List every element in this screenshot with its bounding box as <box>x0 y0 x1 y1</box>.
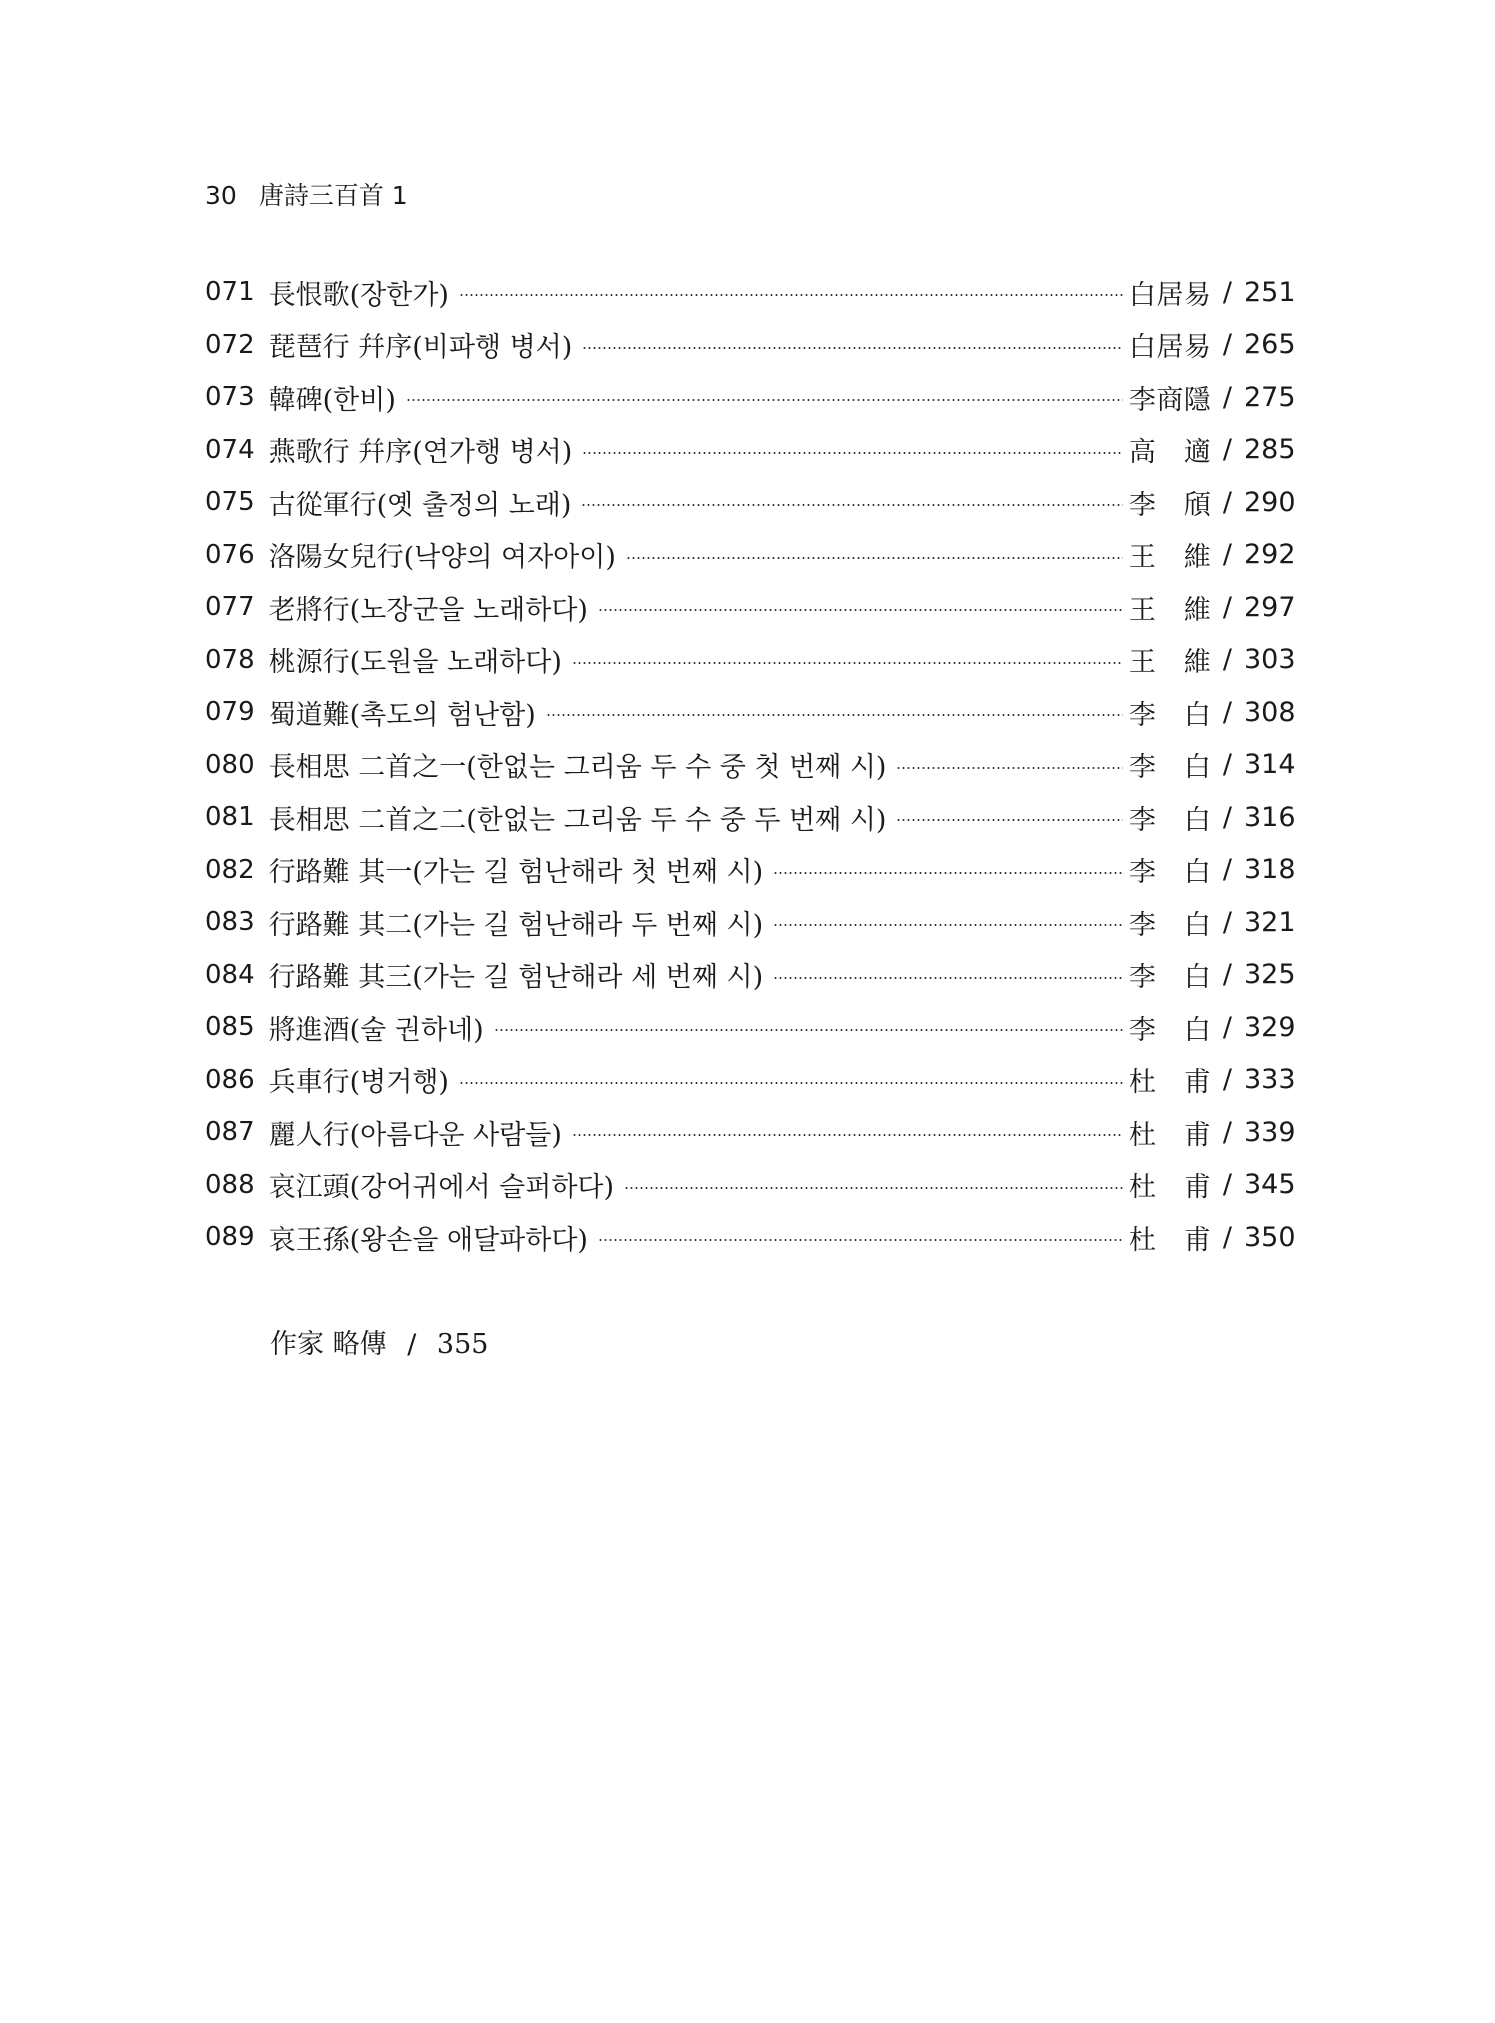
author-biographies-entry[interactable] <box>270 1322 488 1361</box>
entry-number: 079 <box>205 697 255 728</box>
entry-page: 285 <box>1244 434 1296 466</box>
entry-title: 長相思 二首之一(한없는 그리움 두 수 중 첫 번째 시) <box>268 752 887 784</box>
separator: / <box>1222 329 1232 361</box>
dot-leader <box>773 922 1123 928</box>
entry-title: 桃源行(도원을 노래하다) <box>268 647 562 679</box>
entry-author: 李 頎 <box>1128 489 1211 521</box>
entry-author: 李商隱 <box>1128 384 1211 416</box>
entry-number: 077 <box>205 592 255 623</box>
entry-page: 325 <box>1244 959 1296 991</box>
footer-page: 355 <box>436 1329 489 1360</box>
separator: / <box>1222 644 1232 676</box>
separator: / <box>1222 801 1232 833</box>
entry-author: 白居易 <box>1128 332 1211 364</box>
footer-label: 作家 略傳 <box>270 1329 387 1360</box>
entry-title: 行路難 其二(가는 길 험난해라 두 번째 시) <box>268 909 764 941</box>
entry-number: 083 <box>205 907 255 938</box>
dot-leader <box>598 607 1123 613</box>
entry-author: 李 白 <box>1128 804 1211 836</box>
toc-entry[interactable] <box>205 266 1296 319</box>
toc-entry[interactable] <box>205 844 1296 897</box>
entry-title: 哀王孫(왕손을 애달파하다) <box>268 1224 588 1256</box>
dot-leader <box>773 975 1123 981</box>
separator: / <box>1222 486 1232 518</box>
separator: / <box>1222 1221 1232 1253</box>
toc-entry[interactable] <box>205 1106 1296 1159</box>
dot-leader <box>626 555 1123 561</box>
entry-page: 339 <box>1244 1116 1296 1148</box>
dot-leader <box>624 1185 1123 1191</box>
entry-page: 308 <box>1244 696 1296 728</box>
entry-author: 白居易 <box>1128 279 1211 311</box>
table-of-contents <box>205 266 1296 1264</box>
toc-entry[interactable] <box>205 686 1296 739</box>
dot-leader <box>773 870 1123 876</box>
toc-entry[interactable] <box>205 739 1296 792</box>
separator: / <box>1222 1116 1232 1148</box>
toc-entry[interactable] <box>205 1054 1296 1107</box>
entry-page: 314 <box>1244 749 1296 781</box>
separator: / <box>1222 1064 1232 1096</box>
entry-number: 084 <box>205 959 255 990</box>
entry-title: 哀江頭(강어귀에서 슬퍼하다) <box>268 1172 615 1204</box>
dot-leader <box>582 345 1123 351</box>
entry-author: 李 白 <box>1128 909 1211 941</box>
dot-leader <box>546 712 1123 718</box>
entry-page: 292 <box>1244 539 1296 571</box>
entry-page: 329 <box>1244 1011 1296 1043</box>
separator: / <box>1222 381 1232 413</box>
entry-title: 琵琶行 幷序(비파행 병서) <box>268 332 573 364</box>
toc-entry[interactable] <box>205 896 1296 949</box>
entry-number: 089 <box>205 1222 255 1253</box>
entry-author: 李 白 <box>1128 1014 1211 1046</box>
entry-number: 088 <box>205 1169 255 1200</box>
entry-title: 蜀道難(촉도의 험난함) <box>268 699 536 731</box>
entry-number: 087 <box>205 1117 255 1148</box>
entry-page: 290 <box>1244 486 1296 518</box>
entry-number: 086 <box>205 1064 255 1095</box>
entry-number: 071 <box>205 277 255 308</box>
dot-leader <box>459 1080 1123 1086</box>
entry-title: 行路難 其三(가는 길 험난해라 세 번째 시) <box>268 962 764 994</box>
separator: / <box>1222 539 1232 571</box>
dot-leader <box>896 817 1122 823</box>
entry-author: 李 白 <box>1128 962 1211 994</box>
entry-page: 303 <box>1244 644 1296 676</box>
entry-title: 麗人行(아름다운 사람들) <box>268 1119 562 1151</box>
entry-title: 洛陽女兒行(낙양의 여자아이) <box>268 542 616 574</box>
entry-number: 081 <box>205 802 255 833</box>
toc-entry[interactable] <box>205 1001 1296 1054</box>
entry-page: 275 <box>1244 381 1296 413</box>
toc-entry[interactable] <box>205 476 1296 529</box>
entry-title: 韓碑(한비) <box>268 384 396 416</box>
entry-author: 李 白 <box>1128 752 1211 784</box>
toc-entry[interactable] <box>205 581 1296 634</box>
separator: / <box>1222 434 1232 466</box>
dot-leader <box>582 450 1123 456</box>
entry-title: 燕歌行 幷序(연가행 병서) <box>268 437 573 469</box>
dot-leader <box>581 502 1123 508</box>
entry-page: 297 <box>1244 591 1296 623</box>
separator: / <box>1222 1169 1232 1201</box>
separator: / <box>407 1329 417 1360</box>
entry-title: 行路難 其一(가는 길 험난해라 첫 번째 시) <box>268 857 764 889</box>
entry-author: 王 維 <box>1128 647 1211 679</box>
entry-number: 074 <box>205 434 255 465</box>
entry-author: 高 適 <box>1128 437 1211 469</box>
separator: / <box>1222 906 1232 938</box>
entry-page: 251 <box>1244 276 1296 308</box>
entry-number: 073 <box>205 382 255 413</box>
dot-leader <box>572 1132 1123 1138</box>
entry-author: 杜 甫 <box>1128 1119 1211 1151</box>
separator: / <box>1222 959 1232 991</box>
toc-entry[interactable] <box>205 1159 1296 1212</box>
entry-author: 杜 甫 <box>1128 1172 1211 1204</box>
entry-number: 075 <box>205 487 255 518</box>
entry-title: 古從軍行(옛 출정의 노래) <box>268 489 572 521</box>
separator: / <box>1222 749 1232 781</box>
dot-leader <box>896 765 1122 771</box>
entry-number: 078 <box>205 644 255 675</box>
entry-author: 王 維 <box>1128 594 1211 626</box>
entry-page: 345 <box>1244 1169 1296 1201</box>
dot-leader <box>459 292 1123 298</box>
entry-page: 350 <box>1244 1221 1296 1253</box>
separator: / <box>1222 1011 1232 1043</box>
toc-entry[interactable] <box>205 371 1296 424</box>
entry-page: 316 <box>1244 801 1296 833</box>
entry-author: 王 維 <box>1128 542 1211 574</box>
page-header <box>205 176 408 212</box>
entry-number: 085 <box>205 1012 255 1043</box>
dot-leader <box>598 1237 1123 1243</box>
entry-title: 長恨歌(장한가) <box>268 279 449 311</box>
toc-entry[interactable] <box>205 949 1296 1002</box>
toc-entry[interactable] <box>205 529 1296 582</box>
entry-author: 李 白 <box>1128 857 1211 889</box>
entry-number: 082 <box>205 854 255 885</box>
toc-entry[interactable] <box>205 319 1296 372</box>
entry-page: 265 <box>1244 329 1296 361</box>
entry-number: 072 <box>205 329 255 360</box>
entry-number: 080 <box>205 749 255 780</box>
toc-entry[interactable] <box>205 1211 1296 1264</box>
entry-title: 將進酒(술 권하네) <box>268 1014 484 1046</box>
entry-author: 李 白 <box>1128 699 1211 731</box>
entry-author: 杜 甫 <box>1128 1067 1211 1099</box>
separator: / <box>1222 696 1232 728</box>
entry-title: 老將行(노장군을 노래하다) <box>268 594 588 626</box>
entry-author: 杜 甫 <box>1128 1224 1211 1256</box>
toc-entry[interactable] <box>205 424 1296 477</box>
entry-title: 兵車行(병거행) <box>268 1067 449 1099</box>
page-number: 30 <box>205 181 237 210</box>
entry-number: 076 <box>205 539 255 570</box>
entry-page: 318 <box>1244 854 1296 886</box>
toc-entry[interactable] <box>205 634 1296 687</box>
separator: / <box>1222 854 1232 886</box>
dot-leader <box>406 397 1123 403</box>
entry-page: 333 <box>1244 1064 1296 1096</box>
entry-page: 321 <box>1244 906 1296 938</box>
separator: / <box>1222 591 1232 623</box>
entry-title: 長相思 二首之二(한없는 그리움 두 수 중 두 번째 시) <box>268 804 887 836</box>
separator: / <box>1222 276 1232 308</box>
dot-leader <box>572 660 1123 666</box>
toc-entry[interactable] <box>205 791 1296 844</box>
book-title: 唐詩三百首 1 <box>258 181 408 210</box>
dot-leader <box>494 1027 1123 1033</box>
